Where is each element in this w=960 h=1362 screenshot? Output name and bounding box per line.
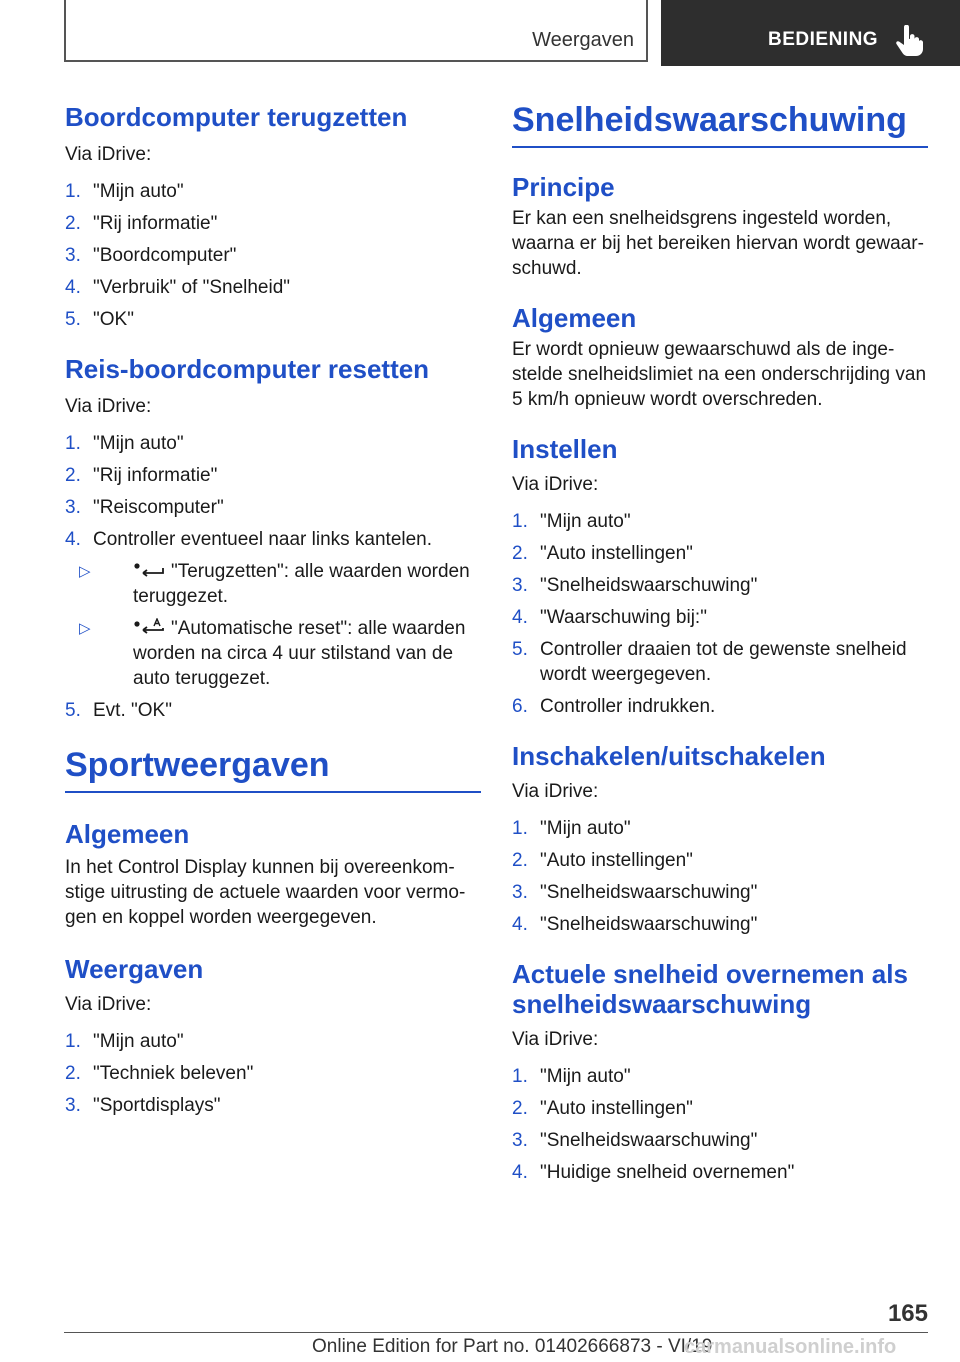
triangle-bullet-icon: ▷ xyxy=(79,620,91,637)
list-item: 2. "Auto instellingen" xyxy=(512,1098,693,1119)
list-item: 5. "OK" xyxy=(65,309,134,330)
list-item: 1. "Mijn auto" xyxy=(512,1066,631,1087)
footer-edition-text: Online Edition for Part no. 01402666873 - VI/19 xyxy=(312,1336,713,1357)
section-title-reis: Reis-boordcomputer resetten xyxy=(65,354,430,384)
via-idrive-label: Via iDrive: xyxy=(512,1029,599,1050)
list-item: 3. "Snelheidswaarschuwing" xyxy=(512,1130,758,1151)
list-item: 2. "Rij informatie" xyxy=(65,213,218,234)
chapter-title-sportweergaven: Sportweergaven xyxy=(65,745,481,793)
list-item: 1. "Mijn auto" xyxy=(65,1031,184,1052)
list-item: 4. "Waarschuwing bij:" xyxy=(512,607,707,628)
via-idrive-label: Via iDrive: xyxy=(512,474,599,495)
via-idrive-label: Via iDrive: xyxy=(65,396,152,417)
list-item: 2. "Auto instellingen" xyxy=(512,543,693,564)
steps-list-weergaven xyxy=(65,1029,481,1118)
page-number: 165 xyxy=(887,1300,928,1327)
paragraph-principe: Er kan een snelheidsgrens ingesteld worden, waarna er bij het bereiken hiervan wordt gewaarschuwd. xyxy=(512,208,924,279)
header-section-title: Weergaven xyxy=(532,29,634,51)
list-item: 4. "Huidige snelheid overnemen" xyxy=(512,1162,795,1183)
via-idrive-label: Via iDrive: xyxy=(512,781,599,802)
right-column xyxy=(512,100,928,1192)
watermark: carmanualsonline.info xyxy=(684,1336,897,1358)
steps-list-inuitschakelen xyxy=(512,816,928,937)
section-title-instellen: Instellen xyxy=(512,434,618,464)
paragraph-algemeen: In het Control Display kunnen bij overeenkomstige uitrusting de actuele waarden voor vermogen en koppel worden weergegeven. xyxy=(65,857,466,928)
section-title-algemeen: Algemeen xyxy=(65,819,190,849)
list-item: 4. "Verbruik" of "Snelheid" xyxy=(65,277,291,298)
steps-list-reis-end xyxy=(65,698,481,723)
list-item: 1. "Mijn auto" xyxy=(512,818,631,839)
steps-list-instellen xyxy=(512,509,928,719)
sub-item-auto-reset: ▷ "Automatische reset": alle waarden worden na circa 4 uur stilstand van de auto teruggezet. xyxy=(79,618,466,689)
chapter-title-snelheidswaarschuwing: Snelheidswaarschuwing xyxy=(512,100,928,148)
list-item: 2. "Auto instellingen" xyxy=(512,850,693,871)
list-item: 1. "Mijn auto" xyxy=(65,433,184,454)
section-title-principe: Principe xyxy=(512,172,615,202)
section-title-boordcomputer: Boordcomputer terugzetten xyxy=(65,102,408,132)
list-item: 3. "Boordcomputer" xyxy=(65,245,237,266)
header-chapter-tab xyxy=(661,0,960,66)
list-item: 2. "Techniek beleven" xyxy=(65,1063,254,1084)
left-column xyxy=(65,100,481,1125)
list-item: 4. "Snelheidswaarschuwing" xyxy=(512,914,758,935)
section-title-algemeen: Algemeen xyxy=(512,303,637,333)
page-header xyxy=(0,0,960,66)
triangle-bullet-icon: ▷ xyxy=(79,563,91,580)
list-item: 6. Controller indrukken. xyxy=(512,696,716,717)
section-title-weergaven: Weergaven xyxy=(65,954,204,984)
steps-list-actuele-snelheid xyxy=(512,1064,928,1185)
auto-reset-symbol-icon xyxy=(133,618,167,636)
list-item: 4. Controller eventueel naar links kantelen. xyxy=(65,529,433,550)
list-item: 2. "Rij informatie" xyxy=(65,465,218,486)
list-item: 3. "Snelheidswaarschuwing" xyxy=(512,575,758,596)
header-chapter-label: BEDIENING xyxy=(768,29,879,50)
section-title-inuitschakelen: Inschakelen/uitschakelen xyxy=(512,741,826,771)
reset-symbol-icon xyxy=(133,561,167,579)
via-idrive-label: Via iDrive: xyxy=(65,994,152,1015)
list-item: 1. "Mijn auto" xyxy=(65,181,184,202)
steps-list-boordcomputer xyxy=(65,179,481,332)
list-item: 3. "Snelheidswaarschuwing" xyxy=(512,882,758,903)
list-item: 5. Evt. "OK" xyxy=(65,700,172,721)
list-item: 1. "Mijn auto" xyxy=(512,511,631,532)
section-title-actuele-snelheid: Actuele snelheid overnemen als snelheidswaarschuwing xyxy=(512,959,908,1019)
list-item: 3. "Reiscomputer" xyxy=(65,497,224,518)
steps-list-reis xyxy=(65,431,481,552)
via-idrive-label: Via iDrive: xyxy=(65,144,152,165)
list-item: 5. Controller draaien tot de gewenste snelheid wordt weergegeven. xyxy=(512,639,907,685)
list-item: 3. "Sportdisplays" xyxy=(65,1095,221,1116)
sub-item-reset: ▷ "Terugzetten": alle waarden worden teruggezet. xyxy=(79,561,470,607)
paragraph-algemeen: Er wordt opnieuw gewaarschuwd als de ingestelde snelheidslimiet na een onderschrijding van 5 km/h opnieuw wordt overschreden. xyxy=(512,339,927,410)
footer-divider xyxy=(64,1332,928,1333)
hand-pointer-icon xyxy=(895,25,923,57)
